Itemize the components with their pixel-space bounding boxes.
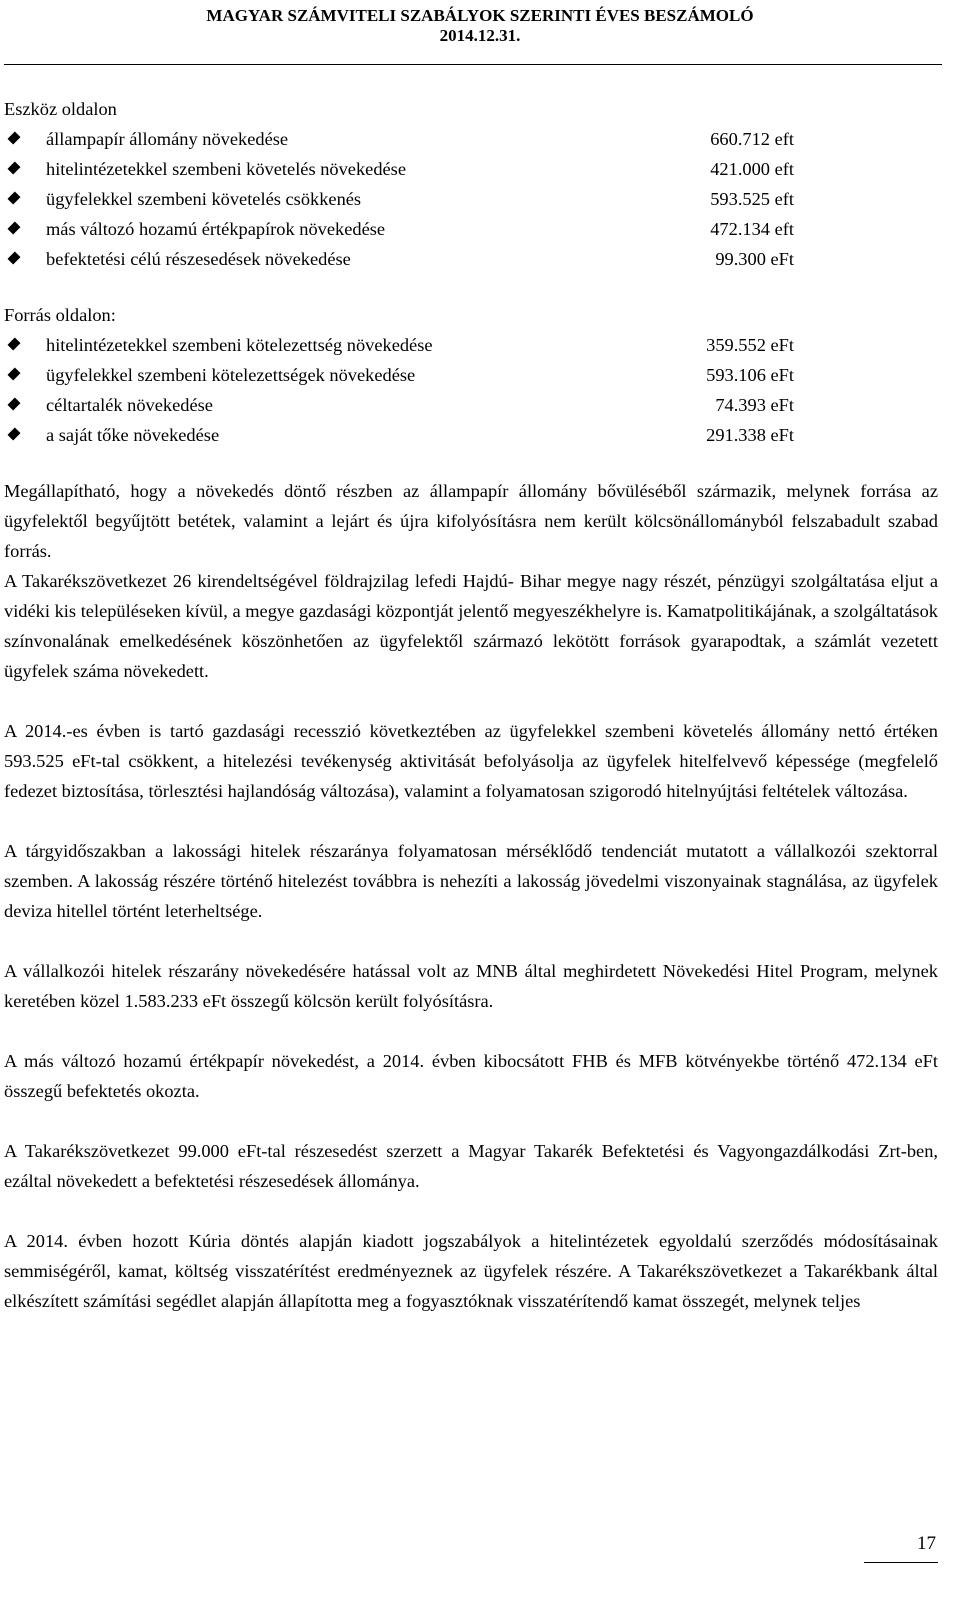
list-item-value: 74.393 eFt [715,395,794,415]
document-body [4,94,938,1316]
diamond-bullet-icon [7,427,20,440]
section-spacer [4,274,938,300]
list-item-label: hitelintézetekkel szembeni kötelezettség növekedése [46,335,433,355]
footer-divider [864,1562,938,1563]
list-item-value: 99.300 eFt [715,249,794,269]
diamond-bullet-icon [7,161,20,174]
list-item [4,214,938,244]
header-title: MAGYAR SZÁMVITELI SZABÁLYOK SZERINTI ÉVES BESZÁMOLÓ [206,6,754,25]
list-item [4,154,938,184]
list-item-value: 291.338 eFt [706,425,794,445]
list-item-label: befektetési célú részesedések növekedése [46,249,351,269]
list-item-label: ügyfelekkel szembeni kötelezettségek növekedése [46,365,416,385]
asset-section-title: Eszköz oldalon [4,99,117,119]
list-item-value: 660.712 eft [710,129,794,149]
header-date: 2014.12.31. [439,26,521,45]
source-section-title: Forrás oldalon: [4,305,116,325]
diamond-bullet-icon [7,131,20,144]
diamond-bullet-icon [7,191,20,204]
diamond-bullet-icon [7,367,20,380]
document-header [0,6,960,46]
paragraph-securities: A más változó hozamú értékpapír növekedést, a 2014. évben kibocsátott FHB és MFB kötvényekbe történő 472.134 eFt összegű befektetés okozta. [4,1051,938,1101]
list-item [4,184,938,214]
list-item [4,244,938,274]
header-divider [4,64,942,65]
paragraph-branch-network: A Takarékszövetkezet 26 kirendeltségével földrajzilag lefedi Hajdú- Bihar megye nagy részét, pénzügyi szolgáltatása eljut a vidéki kis településeken kívül, a megye gazdasági központját jelentő megyeszékhelyre is. Kamatpolitikájának, a szolgáltatások színvonalának emelkedésének köszönhetően az ügyfelektől származó lekötött források gyarapodtak, a számlát vezetett ügyfelek száma növekedett. [4,571,938,681]
list-item-value: 593.106 eFt [706,365,794,385]
page-number: 17 [917,1533,936,1554]
paragraph-business-loans: A vállalkozói hitelek részarány növekedésére hatással volt az MNB által meghirdetett Növekedési Hitel Program, melynek keretében közel 1.583.233 eFt összegű kölcsön került folyósításra. [4,961,938,1011]
list-item [4,124,938,154]
list-item-value: 472.134 eft [710,219,794,239]
list-item [4,420,938,450]
paragraph-growth-summary: Megállapítható, hogy a növekedés döntő részben az állampapír állomány bővüléséből származik, melynek forrása az ügyfelektől begyűjtött betétek, valamint a lejárt és újra kifolyósításra nem került kölcsönállományból felszabadult szabad forrás. [4,481,938,561]
source-list [4,330,938,450]
list-item-label: állampapír állomány növekedése [46,129,289,149]
list-item [4,330,938,360]
diamond-bullet-icon [7,251,20,264]
asset-list [4,124,938,274]
paragraph-recession: A 2014.-es évben is tartó gazdasági recesszió következtében az ügyfelekkel szembeni követelés állomány nettó értéken 593.525 eFt-tal csökkent, a hitelezési tevékenység aktivitását befolyásolja az ügyfelek hitelfelvevő képessége (megfelelő fedezet biztosítása, törlesztési hajlandóság változása), valamint a folyamatosan szigorodó hitelnyújtási feltételek változása. [4,721,938,801]
list-item [4,390,938,420]
list-item-label: a saját tőke növekedése [46,425,220,445]
list-item-label: más változó hozamú értékpapírok növekedése [46,219,386,239]
list-item-value: 593.525 eft [710,189,794,209]
section-spacer [4,450,938,476]
list-item-label: céltartalék növekedése [46,395,213,415]
list-item-label: ügyfelekkel szembeni követelés csökkenés [46,189,362,209]
paragraph-shareholding: A Takarékszövetkezet 99.000 eFt-tal részesedést szerzett a Magyar Takarék Befektetési és Vagyongazdálkodási Zrt-ben, ezáltal növekedett a befektetési részesedések állománya. [4,1141,938,1191]
list-item-value: 359.552 eFt [706,335,794,355]
diamond-bullet-icon [7,337,20,350]
list-item-value: 421.000 eft [710,159,794,179]
list-item [4,360,938,390]
diamond-bullet-icon [7,397,20,410]
diamond-bullet-icon [7,221,20,234]
paragraph-curia-decision: A 2014. évben hozott Kúria döntés alapján kiadott jogszabályok a hitelintézetek egyoldalú szerződés módosításainak semmiségéről, kamat, költség visszatérítést eredményeznek az ügyfelek részére. A Takarékszövetkezet a Takarékbank által elkészített számítási segédlet alapján állapította meg a fogyasztóknak visszatérítendő kamat összegét, melynek teljes [4,1231,938,1311]
list-item-label: hitelintézetekkel szembeni követelés növekedése [46,159,407,179]
paragraph-retail-loans: A tárgyidőszakban a lakossági hitelek részaránya folyamatosan mérséklődő tendenciát mutatott a vállalkozói szektorral szemben. A lakosság részére történő hitelezést továbbra is nehezíti a lakosság jövedelmi viszonyainak stagnálása, az ügyfelek deviza hitellel történt leterheltsége. [4,841,938,921]
